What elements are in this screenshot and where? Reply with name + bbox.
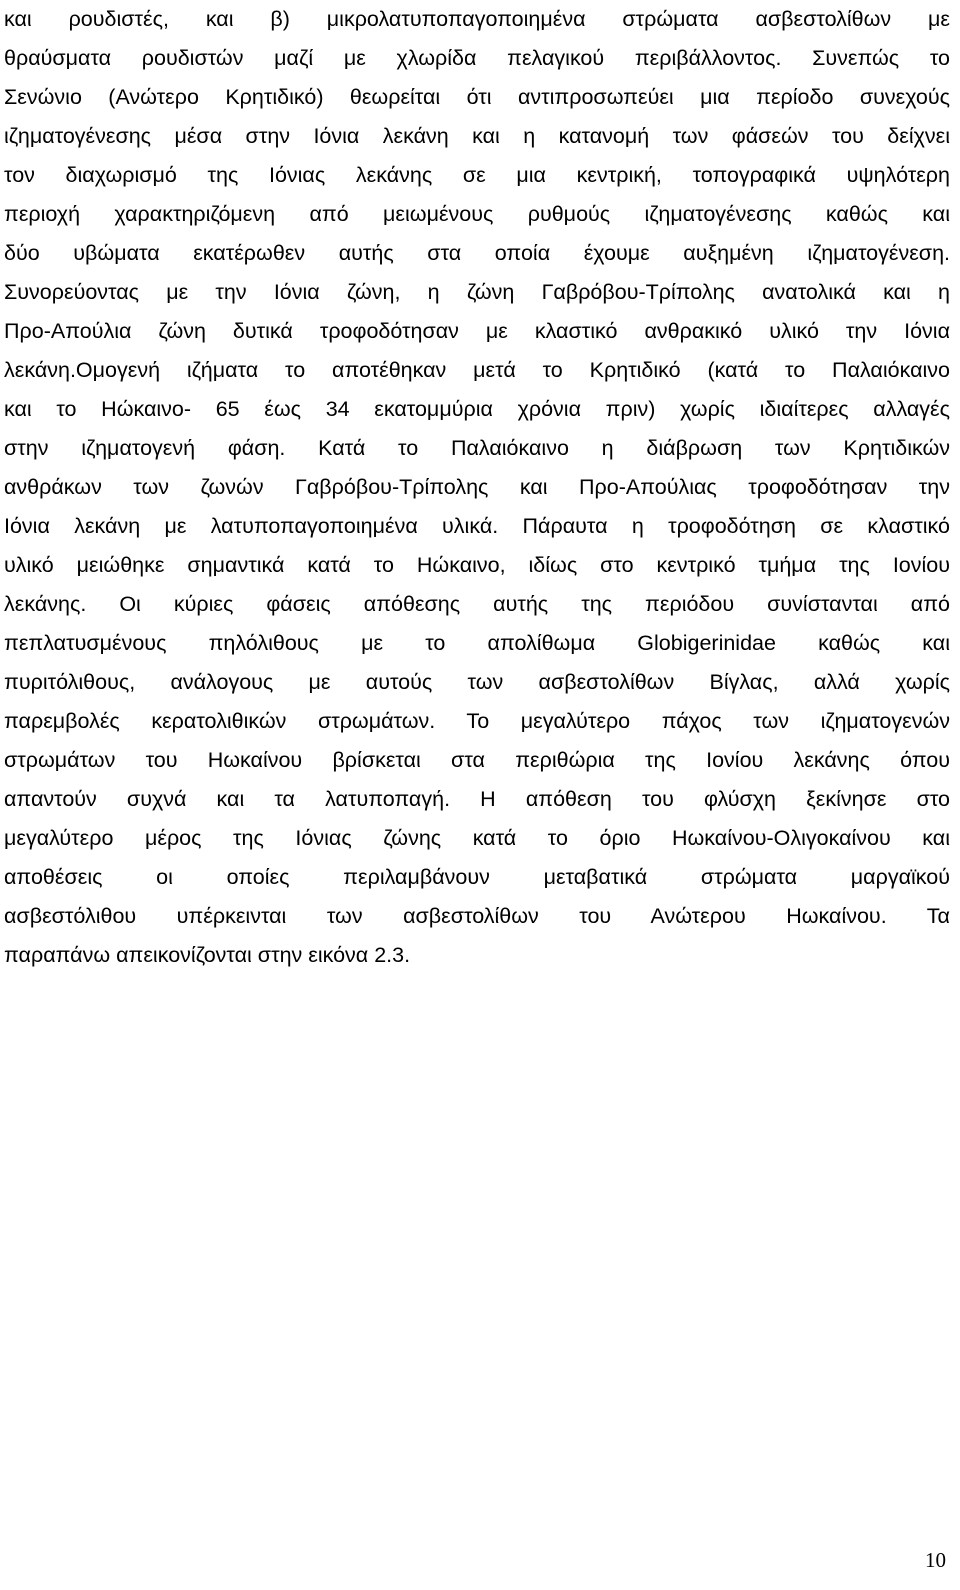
text-line: πυριτόλιθους, ανάλογους με αυτούς των ασβεστολίθων Βίγλας, αλλά χωρίς — [4, 670, 950, 694]
text-line: απαντούν συχνά και τα λατυποπαγή. Η απόθεση του φλύσχη ξεκίνησε στο — [4, 787, 950, 811]
text-line: και ρουδιστές, και β) μικρολατυποπαγοποιημένα στρώματα ασβεστολίθων με — [4, 7, 950, 31]
text-line: πεπλατυσμένους πηλόλιθους με το απολίθωμα Globigerinidae καθώς και — [4, 631, 950, 655]
text-line: ανθράκων των ζωνών Γαβρόβου-Τρίπολης και Προ-Απούλιας τροφοδότησαν την — [4, 475, 950, 499]
text-line: τον διαχωρισμό της Ιόνιας λεκάνης σε μια κεντρική, τοπογραφικά υψηλότερη — [4, 163, 950, 187]
text-line: υλικό μειώθηκε σημαντικά κατά το Ηώκαινο, ιδίως στο κεντρικό τμήμα της Ιονίου — [4, 553, 950, 577]
text-line: μεγαλύτερο μέρος της Ιόνιας ζώνης κατά το όριο Ηωκαίνου-Ολιγοκαίνου και — [4, 826, 950, 850]
text-line: Σενώνιο (Ανώτερο Κρητιδικό) θεωρείται ότι αντιπροσωπεύει μια περίοδο συνεχούς — [4, 85, 950, 109]
text-line: ασβεστόλιθου υπέρκεινται των ασβεστολίθων του Ανώτερου Ηωκαίνου. Τα — [4, 904, 950, 928]
text-line: στρωμάτων του Ηωκαίνου βρίσκεται στα περιθώρια της Ιονίου λεκάνης όπου — [4, 748, 950, 772]
text-line: Συνορεύοντας με την Ιόνια ζώνη, η ζώνη Γαβρόβου-Τρίπολης ανατολικά και η — [4, 280, 950, 304]
text-line: αποθέσεις οι οποίες περιλαμβάνουν μεταβατικά στρώματα μαργαϊκού — [4, 865, 950, 889]
text-line: λεκάνης. Οι κύριες φάσεις απόθεσης αυτής της περιόδου συνίστανται από — [4, 592, 950, 616]
text-line: Ιόνια λεκάνη με λατυποπαγοποιημένα υλικά. Πάραυτα η τροφοδότηση σε κλαστικό — [4, 514, 950, 538]
text-line: Προ-Απούλια ζώνη δυτικά τροφοδότησαν με κλαστικό ανθρακικό υλικό την Ιόνια — [4, 319, 950, 343]
text-line: και το Ηώκαινο- 65 έως 34 εκατομμύρια χρόνια πριν) χωρίς ιδιαίτερες αλλαγές — [4, 397, 950, 421]
document-body — [4, 0, 950, 975]
text-line: θραύσματα ρουδιστών μαζί με χλωρίδα πελαγικού περιβάλλοντος. Συνεπώς το — [4, 46, 950, 70]
text-line: ιζηματογένεσης μέσα στην Ιόνια λεκάνη και η κατανομή των φάσεών του δείχνει — [4, 124, 950, 148]
text-line: λεκάνη.Ομογενή ιζήματα το αποτέθηκαν μετά το Κρητιδικό (κατά το Παλαιόκαινο — [4, 358, 950, 382]
page-number: 10 — [925, 1548, 946, 1572]
text-line: περιοχή χαρακτηριζόμενη από μειωμένους ρυθμούς ιζηματογένεσης καθώς και — [4, 202, 950, 226]
text-line: στην ιζηματογενή φάση. Κατά το Παλαιόκαινο η διάβρωση των Κρητιδικών — [4, 436, 950, 460]
text-line: δύο υβώματα εκατέρωθεν αυτής στα οποία έχουμε αυξημένη ιζηματογένεση. — [4, 241, 950, 265]
text-line: παραπάνω απεικονίζονται στην εικόνα 2.3. — [4, 943, 411, 967]
text-line: παρεμβολές κερατολιθικών στρωμάτων. Το μεγαλύτερο πάχος των ιζηματογενών — [4, 709, 950, 733]
